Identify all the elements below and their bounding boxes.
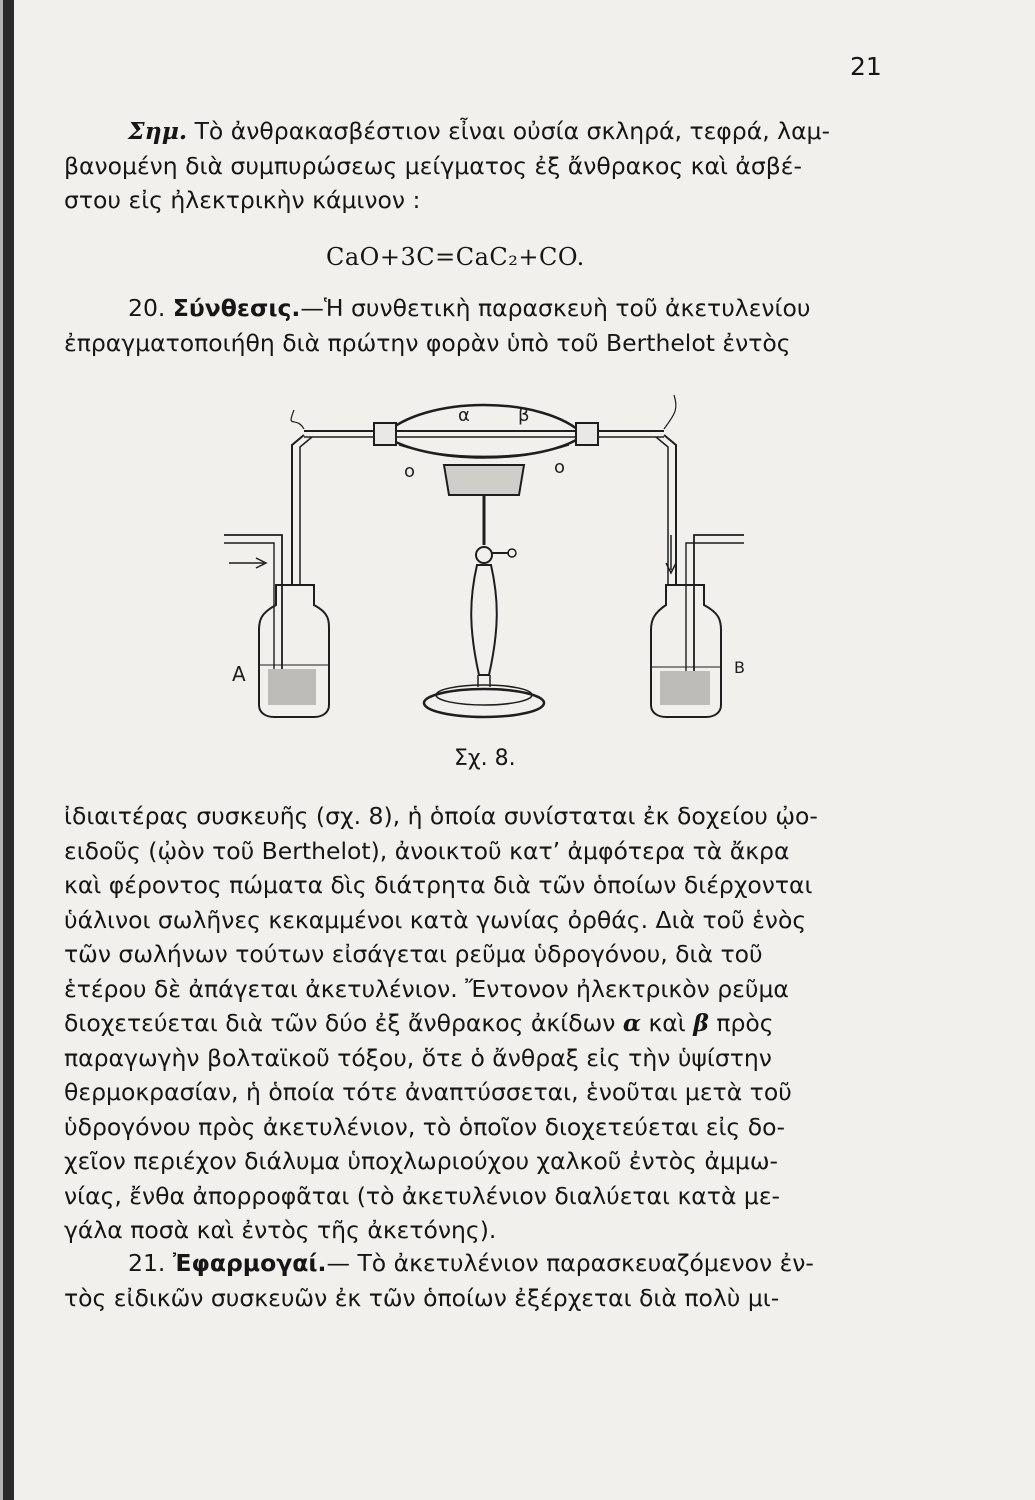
main-line-13: γάλα ποσὰ καὶ ἐντὸς τῆς ἀκετόνης).: [64, 1216, 497, 1244]
main-line-7-post: πρὸς: [716, 1009, 774, 1037]
label-B: B: [734, 658, 745, 677]
burner-stand: [444, 465, 524, 495]
label-a: α: [458, 405, 470, 426]
section-21-heading: Ἐφαρμογαί.: [172, 1249, 327, 1277]
note-paragraph: [64, 114, 884, 218]
page-number: 21: [850, 52, 882, 81]
page-edge: [0, 0, 3, 1500]
figure-caption: Σχ. 8.: [454, 746, 516, 771]
chemical-formula: CaO+3C=CaC₂+CO.: [326, 243, 585, 271]
main-line-11: χεῖον περιέχον διάλυμα ὑποχλωριούχου χαλκοῦ ἐντὸς ἀμμω-: [64, 1147, 778, 1175]
main-line-2: ειδοῦς (ᾠὸν τοῦ Berthelot), ἀνοικτοῦ κατ’ ἀμφότερα τὰ ἄκρα: [64, 836, 790, 865]
section-21-line-1: — Τὸ ἀκετυλένιον παρασκευαζόμενον ἐν-: [326, 1249, 814, 1277]
main-line-7: [64, 1006, 884, 1041]
label-A: A: [232, 662, 246, 686]
main-line-3: καὶ φέροντος πώματα δὶς διάτρητα διὰ τῶν ὁποίων διέρχονται: [64, 871, 813, 899]
beta-symbol: β: [693, 1009, 709, 1037]
note-line-2: βανομένη διὰ συμπυρώσεως μείγματος ἐξ ἄνθρακος καὶ ἀσβέ-: [64, 151, 802, 180]
main-line-12: νίας, ἔνθα ἀπορροφᾶται (τὸ ἀκετυλένιον διαλύεται κατὰ με-: [64, 1181, 781, 1210]
main-paragraph: [64, 799, 884, 1248]
section-21-line-2: τὸς εἰδικῶν συσκευῶν ἐκ τῶν ὁποίων ἐξέρχεται διὰ πολὺ μι-: [64, 1283, 780, 1312]
main-line-9: θερμοκρασίαν, ἡ ὁποία τότε ἀναπτύσσεται, ἑνοῦται μετὰ τοῦ: [64, 1078, 792, 1106]
section-21: [64, 1246, 884, 1315]
note-line-1: Τὸ ἀνθρακασβέστιον εἶναι οὐσία σκληρά, τεφρά, λαμ-: [194, 117, 830, 145]
main-line-7-mid: καὶ: [648, 1009, 686, 1037]
main-line-7-pre: διοχετεύεται διὰ τῶν δύο ἐξ ἄνθρακος ἀκίδων: [64, 1009, 616, 1037]
section-20: [64, 291, 884, 360]
label-b: β: [518, 405, 530, 426]
main-line-8: παραγωγὴν βολταϊκοῦ τόξου, ὅτε ὁ ἄνθραξ εἰς τὴν ὑψίστην: [64, 1043, 772, 1072]
section-21-number: 21.: [128, 1249, 166, 1277]
main-line-4: ὑάλινοι σωλῆνες κεκαμμένοι κατὰ γωνίας ὀρθάς. Διὰ τοῦ ἑνὸς: [64, 905, 807, 934]
note-line-3: στου εἰς ἠλεκτρικὴν κάμινον :: [64, 186, 421, 214]
main-line-1: ἰδιαιτέρας συσκευῆς (σχ. 8), ἡ ὁποία συνίσταται ἐκ δοχείου ᾠο-: [64, 802, 818, 830]
apparatus-figure: [204, 385, 764, 735]
section-20-number: 20.: [128, 294, 166, 322]
label-o-right: ο: [554, 457, 566, 478]
section-20-line-1: —Ἡ συνθετικὴ παρασκευὴ τοῦ ἀκετυλενίου: [300, 294, 811, 322]
section-20-heading: Σύνθεσις.: [172, 294, 301, 322]
main-line-10: ὑδρογόνου πρὸς ἀκετυλένιον, τὸ ὁποῖον διοχετεύεται εἰς δο-: [64, 1112, 785, 1141]
note-label: Σημ.: [128, 117, 188, 145]
alpha-symbol: α: [622, 1009, 641, 1037]
main-line-6: ἑτέρου δὲ ἀπάγεται ἀκετυλένιον. Ἔντονον ἠλεκτρικὸν ρεῦμα: [64, 974, 789, 1003]
section-20-line-2: ἐπραγματοποιήθη διὰ πρώτην φορὰν ὑπὸ τοῦ Berthelot ἐντὸς: [64, 328, 791, 357]
book-page: [14, 0, 1035, 1500]
main-line-5: τῶν σωλήνων τούτων εἰσάγεται ρεῦμα ὑδρογόνου, διὰ τοῦ: [64, 940, 763, 968]
label-o-left: ο: [404, 461, 416, 482]
